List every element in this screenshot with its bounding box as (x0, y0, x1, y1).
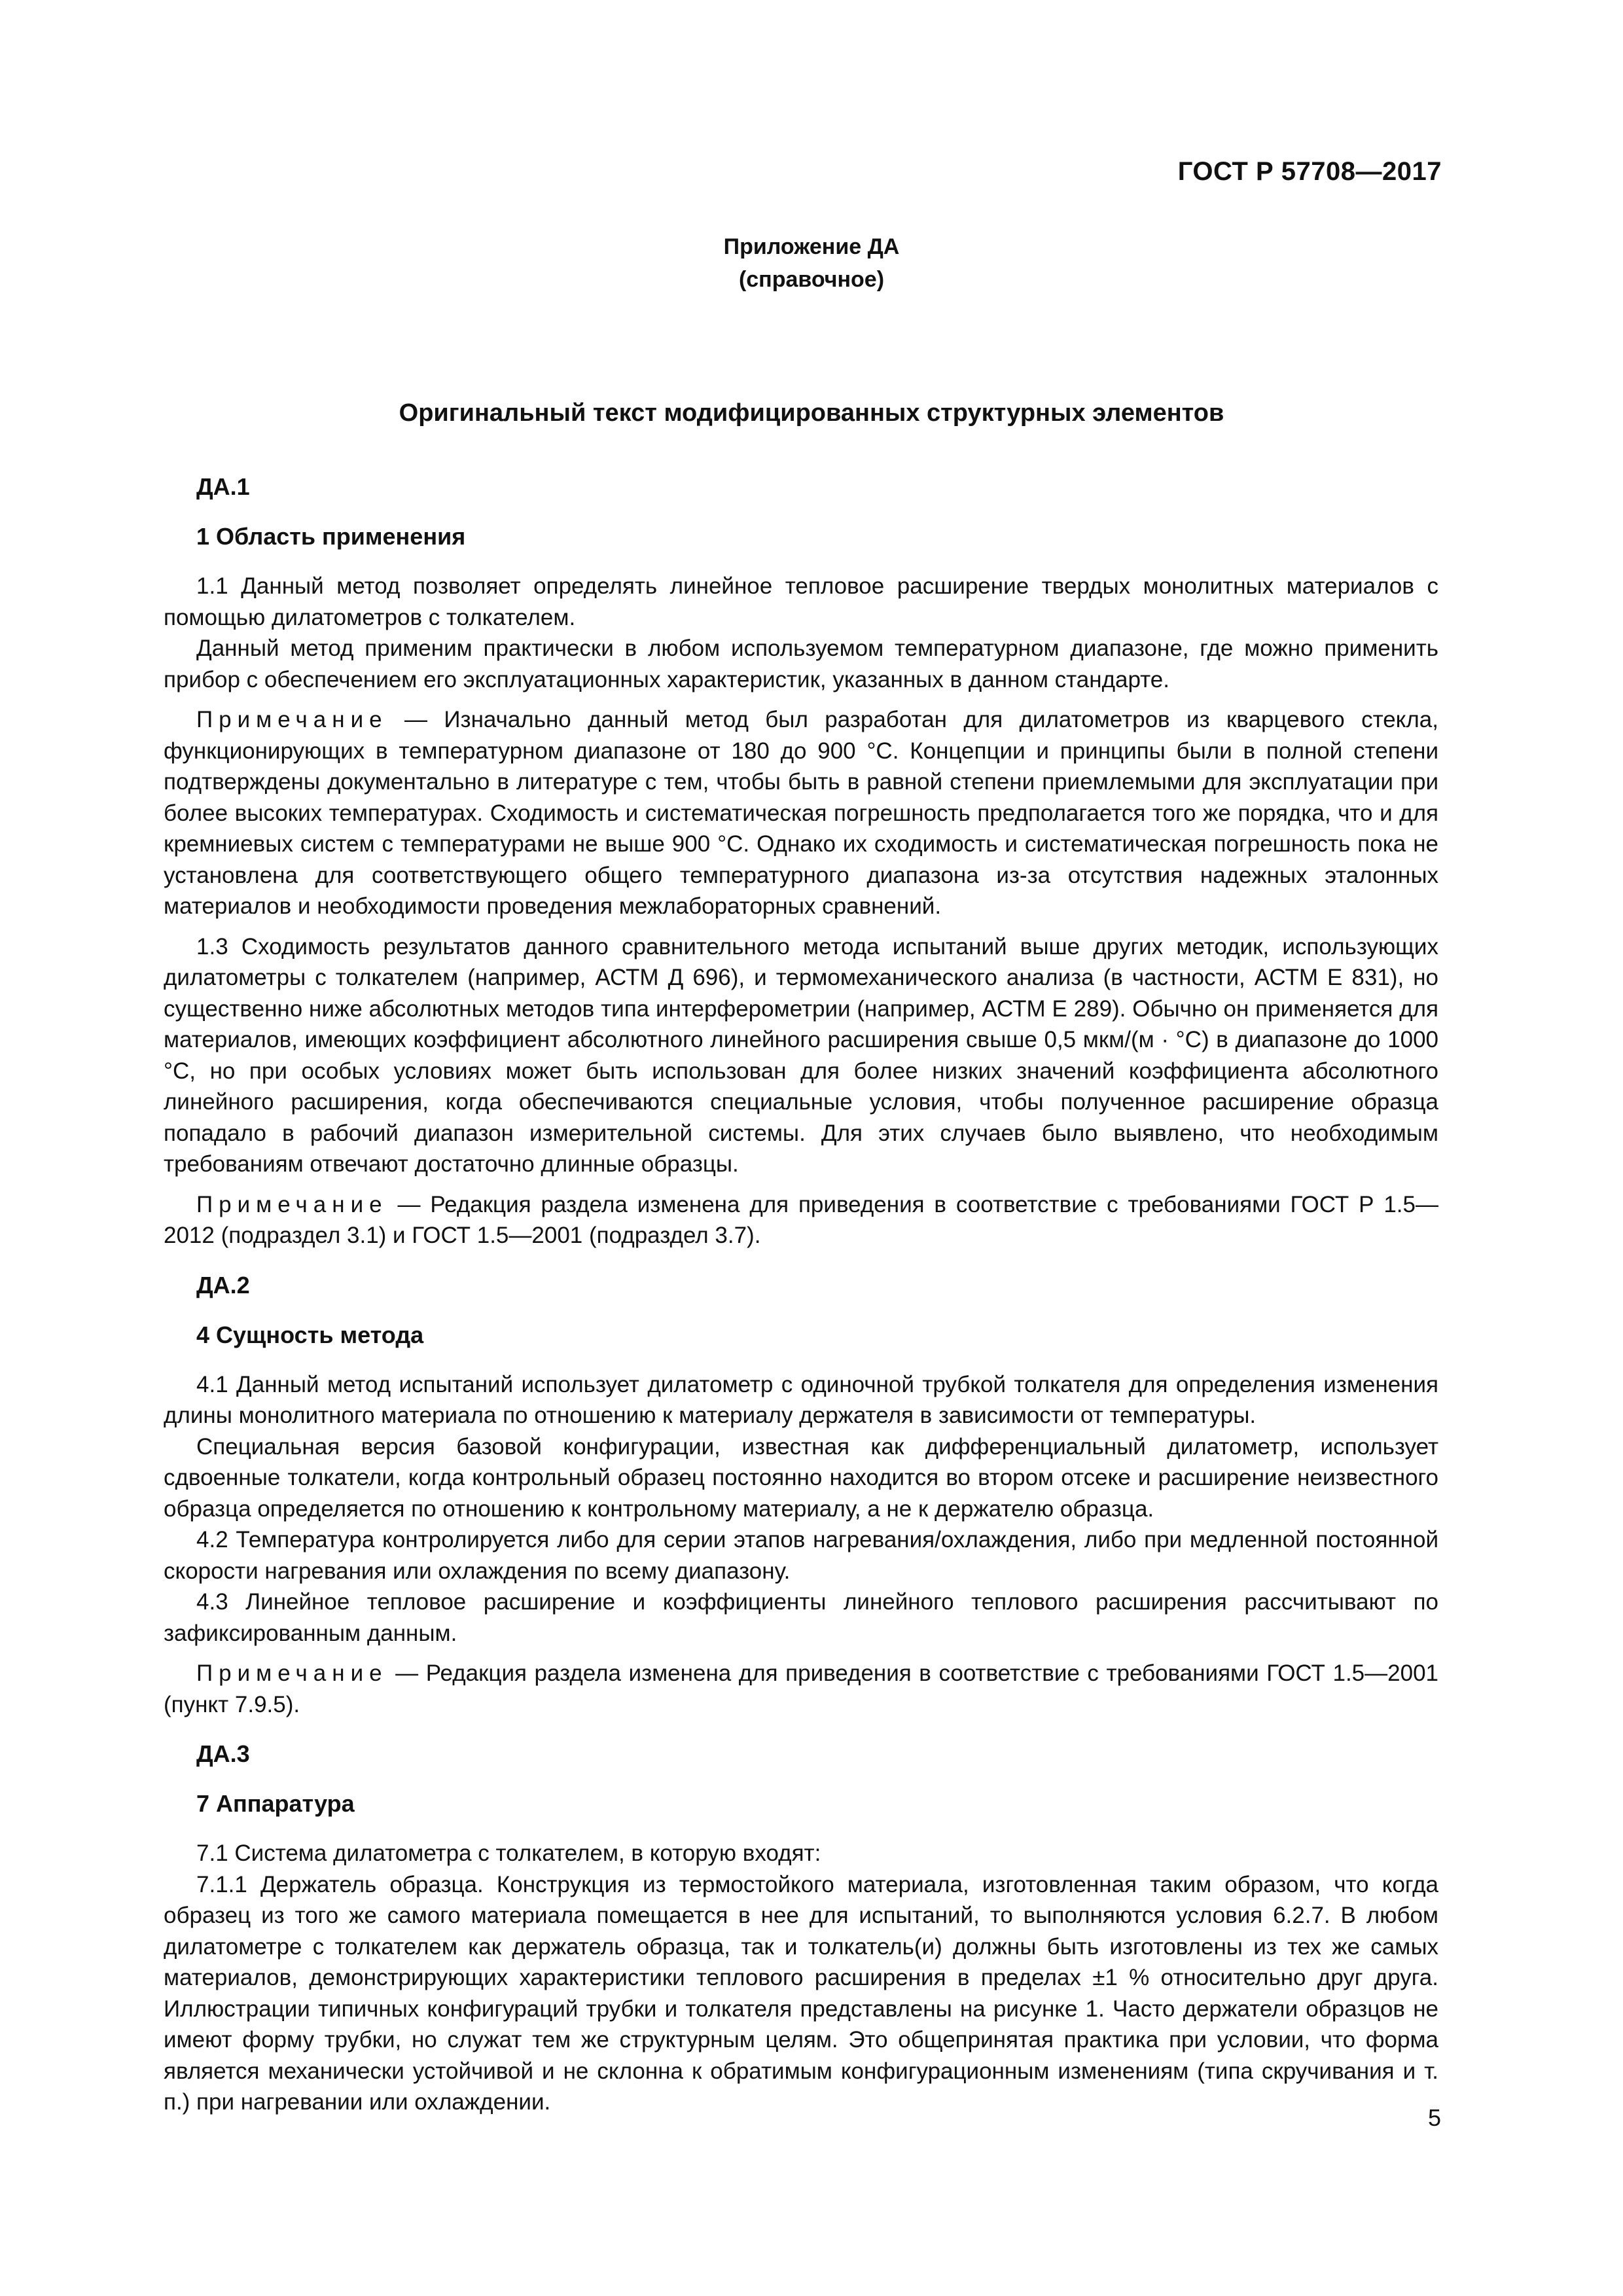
section-id-da3: ДА.3 (196, 1740, 250, 1767)
paragraph-4-2: 4.2 Температура контролируется либо для серии этапов нагревания/охлаждения, либо при медленной постоянной скорости нагревания или охлаждения по всему диапазону. (164, 1527, 1438, 1584)
note-label: Примечание (196, 707, 388, 732)
section-id-da1: ДА.1 (196, 473, 250, 500)
note-paragraph (164, 1189, 1438, 1251)
appendix-heading (0, 230, 1623, 296)
note-text: — Изначально данный метод был разработан для дилатометров из кварцевого стекла, функционирующих в температурном диапазоне от 180 до 900 °С. Концепции и принципы были в полной степени подтверждены документально в литературе с тем, чтобы быть в равной степени приемлемыми для эксплуатации при более высоких температурах. Сходимость и систематическая погрешность предполагается того же порядка, что и для кремниевых систем с температурами не выше 900 °С. Однако их сходимость и систематическая погрешность пока не установлена для соответствующего общего температурного диапазона из-за отсутствия надежных эталонных материалов и необходимости проведения межлабораторных сравнений. (164, 707, 1438, 919)
note-label: Примечание (196, 1660, 388, 1686)
section-heading-apparatus: 7 Аппаратура (196, 1790, 355, 1817)
section-heading-scope: 1 Область применения (196, 523, 466, 550)
note-paragraph (164, 704, 1438, 922)
paragraph-4-3: 4.3 Линейное тепловое расширение и коэффициенты линейного теплового расширения рассчитывают по зафиксированным данным. (164, 1589, 1438, 1646)
note-label: Примечание (196, 1191, 388, 1217)
note-text: — Редакция раздела изменена для приведения в соответствие с требованиями ГОСТ 1.5—2001 (пункт 7.9.5). (164, 1660, 1438, 1717)
paragraph-4-1: 4.1 Данный метод испытаний использует дилатометр с одиночной трубкой толкателя для определения изменения длины монолитного материала по отношению к материалу держателя в зависимости от температуры. (164, 1371, 1438, 1428)
paragraph-scope-range: Данный метод применим практически в любом используемом температурном диапазоне, где можно применить прибор с обеспечением его эксплуатационных характеристик, указанных в данном стандарте. (164, 636, 1438, 692)
paragraph-1-1: 1.1 Данный метод позволяет определять линейное тепловое расширение твердых монолитных материалов с помощью дилатометров с толкателем. (164, 573, 1438, 630)
page-number: 5 (1427, 2104, 1441, 2131)
paragraph-1-3: 1.3 Сходимость результатов данного сравнительного метода испытаний выше других методик, использующих дилатометры с толкателем (например, АСТМ Д 696), и термомеханического анализа (в частности, АСТМ Е 831), но существенно ниже абсолютных методов типа интерферометрии (например, АСТМ Е 289). Обычно он применяется для материалов, имеющих коэффициент абсолютного линейного расширения свыше 0,5 мкм/(м · °С) в диапазоне до 1000 °С, но при особых условиях может быть использован для более низких значений коэффициента абсолютного линейного расширения, когда обеспечиваются специальные условия, чтобы полученное расширение образца попадало в рабочий диапазон измерительной системы. Для этих случаев было выявлено, что необходимым требованиям отвечают достаточно длинные образцы. (164, 933, 1438, 1177)
paragraph-7-1-1: 7.1.1 Держатель образца. Конструкция из термостойкого материала, изготовленная таким образом, что когда образец из того же самого материала помещается в нее для испытаний, то выполняются условия 6.2.7. В любом дилатометре с толкателем как держатель образца, так и толкатель(и) должны быть изготовлены из тех же самых материалов, демонстрирующих характеристики теплового расширения в пределах ±1 % относительно друг друга. Иллюстрации типичных конфигураций трубки и толкателя представлены на рисунке 1. Часто держатели образцов не имеют форму трубки, но служат тем же структурным целям. Это общепринятая практика при условии, что форма является механически устойчивой и не склонна к обратимым конфигурационным изменениям (типа скручивания и т. п.) при нагревании или охлаждении. (164, 1871, 1438, 2115)
section-id-da2: ДА.2 (196, 1271, 250, 1299)
page-title: Оригинальный текст модифицированных структурных элементов (399, 399, 1224, 427)
standard-code: ГОСТ Р 57708—2017 (1177, 157, 1442, 186)
note-paragraph (164, 1658, 1438, 1720)
document-body (164, 471, 1438, 2118)
appendix-title: Приложение ДА (723, 234, 900, 259)
section-heading-method: 4 Сущность метода (196, 1321, 424, 1348)
paragraph-7-1: 7.1 Система дилатометра с толкателем, в которую входят: (196, 1840, 821, 1866)
paragraph-differential: Специальная версия базовой конфигурации, известная как дифференциальный дилатометр, использует сдвоенные толкатели, когда контрольный образец постоянно находится во втором отсеке и расширение неизвестного образца определяется по отношению к контрольному материалу, а не к держателю образца. (164, 1433, 1438, 1522)
appendix-subtitle: (справочное) (738, 267, 885, 292)
note-text: — Редакция раздела изменена для приведения в соответствие с требованиями ГОСТ Р 1.5—2012 (подраздел 3.1) и ГОСТ 1.5—2001 (подраздел 3.7). (164, 1191, 1438, 1248)
